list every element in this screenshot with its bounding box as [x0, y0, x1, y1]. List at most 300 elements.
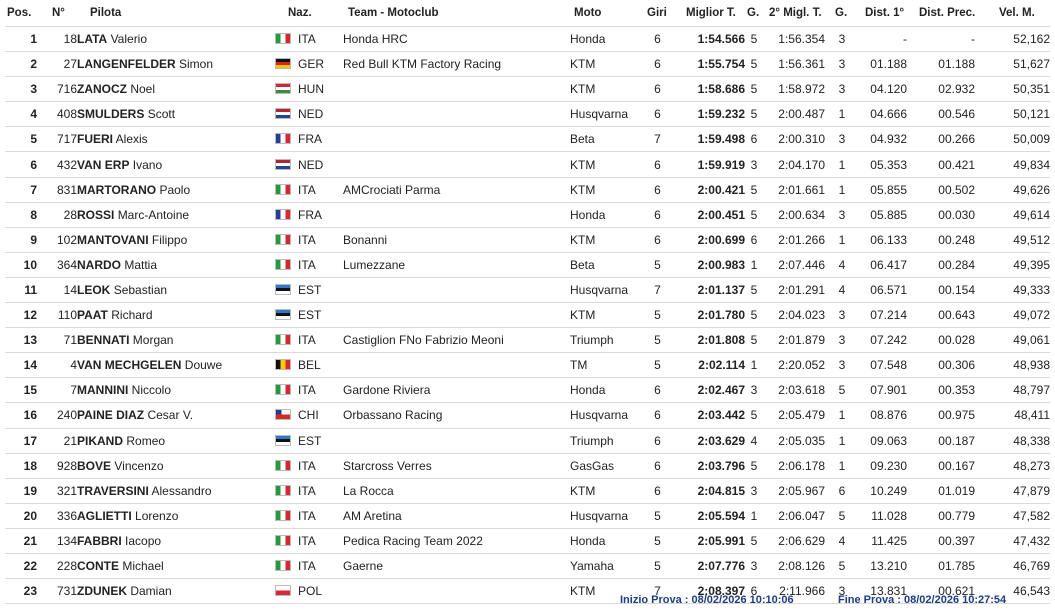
gap-to-first: 06.571: [853, 277, 917, 302]
best-lap-number: 5: [745, 277, 763, 302]
second-best-time: 1:56.361: [763, 52, 831, 77]
flag-icon: [275, 485, 291, 496]
rider-firstname: Romeo: [126, 433, 166, 448]
best-lap-number: 5: [745, 303, 763, 328]
average-speed: 47,582: [985, 503, 1050, 528]
rider-surname: FUERI: [77, 132, 113, 147]
average-speed: 50,121: [985, 102, 1050, 127]
average-speed: 49,333: [985, 277, 1050, 302]
table-row: [5, 478, 1050, 503]
rider-number: 14: [37, 277, 77, 302]
second-lap-number: 4: [831, 252, 853, 277]
best-lap-number: 3: [745, 478, 763, 503]
rider-surname: TRAVERSINI: [77, 483, 149, 498]
bike-brand: Husqvarna: [570, 403, 638, 428]
table-row: [5, 227, 1050, 252]
gap-to-first: 05.855: [853, 177, 917, 202]
second-best-time: 2:04.170: [763, 152, 831, 177]
laps: 6: [638, 52, 677, 77]
rider-firstname: Cesar V.: [147, 408, 194, 423]
table-row: [5, 303, 1050, 328]
rider-number: 18: [37, 27, 77, 52]
best-lap-number: 5: [745, 328, 763, 353]
team-name: [343, 353, 570, 378]
header-row: [5, 0, 1050, 27]
rider-firstname: Noel: [130, 82, 156, 97]
laps: 5: [638, 528, 677, 553]
best-lap-number: 6: [745, 127, 763, 152]
rider-number: 831: [37, 177, 77, 202]
second-lap-number: 1: [831, 177, 853, 202]
laps: 5: [638, 303, 677, 328]
flag-icon: [275, 409, 291, 420]
gap-to-first: 01.188: [853, 52, 917, 77]
flag-icon: [275, 535, 291, 546]
rider-name: [77, 277, 275, 302]
rider-number: 28: [37, 202, 77, 227]
second-lap-number: 3: [831, 303, 853, 328]
position: 2: [5, 52, 37, 77]
laps: 7: [638, 277, 677, 302]
second-lap-number: 3: [831, 202, 853, 227]
laps: 6: [638, 428, 677, 453]
bike-brand: Husqvarna: [570, 277, 638, 302]
rider-firstname: Valerio: [110, 32, 148, 47]
average-speed: 48,797: [985, 378, 1050, 403]
gap-to-previous: 00.284: [917, 252, 985, 277]
rider-firstname: Niccolo: [131, 383, 172, 398]
table-row: [5, 127, 1050, 152]
flag-icon: [275, 560, 291, 571]
rider-surname: LATA: [77, 32, 108, 47]
bike-brand: TM: [570, 353, 638, 378]
second-lap-number: 6: [831, 478, 853, 503]
laps: 5: [638, 328, 677, 353]
team-name: Starcross Verres: [343, 453, 570, 478]
nation-code: FRA: [298, 207, 322, 222]
header-gap-first: Dist. 1°: [865, 7, 905, 19]
gap-to-first: 06.133: [853, 227, 917, 252]
rider-surname: ROSSI: [77, 207, 115, 222]
rider-firstname: Marc-Antoine: [117, 207, 190, 222]
position: 4: [5, 102, 37, 127]
table-row: [5, 378, 1050, 403]
flag-icon: [275, 460, 291, 471]
laps: 5: [638, 503, 677, 528]
table-row: [5, 27, 1050, 52]
nation-cell: [275, 52, 343, 77]
second-lap-number: 3: [831, 27, 853, 52]
gap-to-previous: 00.397: [917, 528, 985, 553]
second-best-time: 1:56.354: [763, 27, 831, 52]
position: 6: [5, 152, 37, 177]
rider-firstname: Damian: [130, 584, 172, 599]
table-row: [5, 328, 1050, 353]
rider-name: [77, 378, 275, 403]
average-speed: 47,879: [985, 478, 1050, 503]
table-row: [5, 177, 1050, 202]
position: 22: [5, 553, 37, 578]
flag-icon: [275, 209, 291, 220]
header-best-time: Miglior T.: [686, 7, 736, 19]
rider-number: 240: [37, 403, 77, 428]
best-lap-number: 5: [745, 202, 763, 227]
rider-surname: BOVE: [77, 458, 112, 473]
rider-firstname: Lorenzo: [135, 508, 179, 523]
team-name: Pedica Racing Team 2022: [343, 528, 570, 553]
bike-brand: KTM: [570, 303, 638, 328]
header-best-lap: G.: [747, 7, 760, 19]
session-start: Inizio Prova : 08/02/2026 10:10:06: [620, 594, 794, 606]
rider-name: [77, 52, 275, 77]
laps: 5: [638, 553, 677, 578]
position: 8: [5, 202, 37, 227]
position: 5: [5, 127, 37, 152]
bike-brand: Triumph: [570, 328, 638, 353]
bike-brand: GasGas: [570, 453, 638, 478]
laps: 6: [638, 378, 677, 403]
nation-cell: [275, 102, 343, 127]
header-avg-speed: Vel. M.: [999, 7, 1035, 19]
nation-code: CHI: [298, 408, 319, 423]
rider-surname: MARTORANO: [77, 182, 157, 197]
nation-cell: [275, 378, 343, 403]
bike-brand: Honda: [570, 27, 638, 52]
best-time: 1:54.566: [677, 27, 745, 52]
rider-number: 336: [37, 503, 77, 528]
rider-number: 228: [37, 553, 77, 578]
second-lap-number: 1: [831, 102, 853, 127]
bike-brand: KTM: [570, 478, 638, 503]
nation-code: BEL: [298, 358, 321, 373]
rider-number: 102: [37, 227, 77, 252]
second-lap-number: 1: [831, 403, 853, 428]
flag-icon: [275, 510, 291, 521]
bike-brand: Husqvarna: [570, 503, 638, 528]
gap-to-previous: 01.019: [917, 478, 985, 503]
position: 17: [5, 428, 37, 453]
bike-brand: KTM: [570, 579, 638, 604]
best-time: 1:59.232: [677, 102, 745, 127]
rider-number: 408: [37, 102, 77, 127]
best-time: 1:59.498: [677, 127, 745, 152]
second-best-time: 2:11.966: [763, 579, 831, 604]
nation-cell: [275, 353, 343, 378]
rider-surname: BENNATI: [77, 333, 130, 348]
flag-icon: [275, 284, 291, 295]
nation-cell: [275, 503, 343, 528]
rider-name: [77, 403, 275, 428]
second-lap-number: 3: [831, 77, 853, 102]
second-best-time: 2:00.487: [763, 102, 831, 127]
rider-firstname: Ivano: [132, 157, 163, 172]
laps: 6: [638, 202, 677, 227]
table-row: [5, 277, 1050, 302]
position: 21: [5, 528, 37, 553]
rider-name: [77, 227, 275, 252]
gap-to-first: 04.120: [853, 77, 917, 102]
table-row: [5, 52, 1050, 77]
rider-name: [77, 428, 275, 453]
average-speed: 46,769: [985, 553, 1050, 578]
gap-to-first: 11.028: [853, 503, 917, 528]
team-name: AM Aretina: [343, 503, 570, 528]
best-time: 2:00.451: [677, 202, 745, 227]
nation-cell: [275, 403, 343, 428]
second-best-time: 2:05.479: [763, 403, 831, 428]
gap-to-first: -: [853, 27, 917, 52]
rider-firstname: Iacopo: [125, 533, 162, 548]
rider-number: 110: [37, 303, 77, 328]
team-name: Lumezzane: [343, 252, 570, 277]
gap-to-previous: 00.421: [917, 152, 985, 177]
rider-name: [77, 503, 275, 528]
best-time: 2:01.808: [677, 328, 745, 353]
rider-surname: AGLIETTI: [77, 508, 132, 523]
flag-icon: [275, 234, 291, 245]
laps: 6: [638, 177, 677, 202]
bike-brand: KTM: [570, 177, 638, 202]
rider-name: [77, 453, 275, 478]
second-best-time: 2:06.629: [763, 528, 831, 553]
nation-code: ITA: [298, 32, 316, 47]
rider-surname: PIKAND: [77, 433, 124, 448]
nation-code: EST: [298, 282, 322, 297]
best-lap-number: 5: [745, 528, 763, 553]
second-best-time: 2:00.310: [763, 127, 831, 152]
table-row: [5, 102, 1050, 127]
position: 10: [5, 252, 37, 277]
best-time: 2:00.699: [677, 227, 745, 252]
average-speed: 48,338: [985, 428, 1050, 453]
laps: 6: [638, 77, 677, 102]
rider-surname: ZANOCZ: [77, 82, 127, 97]
rider-firstname: Vincenzo: [114, 458, 164, 473]
second-best-time: 2:01.661: [763, 177, 831, 202]
header-nation: Naz.: [288, 7, 312, 19]
team-name: Castiglion FNo Fabrizio Meoni: [343, 328, 570, 353]
rider-name: [77, 303, 275, 328]
header-team: Team - Motoclub: [348, 7, 439, 19]
team-name: La Rocca: [343, 478, 570, 503]
rider-firstname: Alessandro: [151, 483, 212, 498]
rider-name: [77, 127, 275, 152]
flag-icon: [275, 359, 291, 370]
table-row: [5, 353, 1050, 378]
header-gap-prev: Dist. Prec.: [919, 7, 976, 19]
gap-to-first: 04.666: [853, 102, 917, 127]
nation-code: POL: [298, 584, 323, 599]
nation-code: ITA: [298, 182, 316, 197]
rider-surname: SMULDERS: [77, 107, 145, 122]
second-lap-number: 5: [831, 378, 853, 403]
team-name: Red Bull KTM Factory Racing: [343, 52, 570, 77]
gap-to-previous: 00.266: [917, 127, 985, 152]
best-time: 2:03.796: [677, 453, 745, 478]
nation-cell: [275, 127, 343, 152]
rider-firstname: Morgan: [132, 333, 174, 348]
position: 14: [5, 353, 37, 378]
laps: 6: [638, 152, 677, 177]
rider-surname: VAN ERP: [77, 157, 130, 172]
rider-firstname: Mattia: [124, 257, 158, 272]
table-row: [5, 428, 1050, 453]
second-lap-number: 1: [831, 152, 853, 177]
gap-to-previous: 00.154: [917, 277, 985, 302]
best-lap-number: 6: [745, 579, 763, 604]
gap-to-first: 11.425: [853, 528, 917, 553]
header-second-lap: G.: [835, 7, 848, 19]
laps: 6: [638, 403, 677, 428]
header-pos: Pos.: [7, 7, 32, 19]
nation-code: HUN: [298, 82, 324, 97]
rider-name: [77, 579, 275, 604]
rider-firstname: Sebastian: [113, 282, 168, 297]
best-lap-number: 1: [745, 353, 763, 378]
nation-cell: [275, 478, 343, 503]
best-time: 2:07.776: [677, 553, 745, 578]
rider-surname: ZDUNEK: [77, 584, 127, 599]
team-name: Honda HRC: [343, 27, 570, 52]
nation-cell: [275, 227, 343, 252]
table-row: [5, 553, 1050, 578]
laps: 5: [638, 353, 677, 378]
average-speed: 49,061: [985, 328, 1050, 353]
flag-icon: [275, 58, 291, 69]
team-name: Orbassano Racing: [343, 403, 570, 428]
gap-to-previous: 00.030: [917, 202, 985, 227]
second-best-time: 2:06.047: [763, 503, 831, 528]
team-name: [343, 77, 570, 102]
bike-brand: Beta: [570, 127, 638, 152]
rider-number: 7: [37, 378, 77, 403]
team-name: Bonanni: [343, 227, 570, 252]
best-lap-number: 1: [745, 503, 763, 528]
gap-to-previous: 02.932: [917, 77, 985, 102]
nation-code: ITA: [298, 533, 316, 548]
best-time: 1:55.754: [677, 52, 745, 77]
nation-code: ITA: [298, 559, 316, 574]
position: 7: [5, 177, 37, 202]
team-name: [343, 127, 570, 152]
nation-cell: [275, 202, 343, 227]
bike-brand: Honda: [570, 202, 638, 227]
average-speed: 49,395: [985, 252, 1050, 277]
table-row: [5, 202, 1050, 227]
laps: 6: [638, 227, 677, 252]
second-best-time: 2:05.967: [763, 478, 831, 503]
laps: 7: [638, 127, 677, 152]
rider-number: 716: [37, 77, 77, 102]
average-speed: 49,626: [985, 177, 1050, 202]
second-best-time: 2:08.126: [763, 553, 831, 578]
flag-icon: [275, 33, 291, 44]
best-lap-number: 5: [745, 403, 763, 428]
best-lap-number: 5: [745, 453, 763, 478]
position: 3: [5, 77, 37, 102]
gap-to-first: 09.063: [853, 428, 917, 453]
second-best-time: 2:05.035: [763, 428, 831, 453]
second-best-time: 2:20.052: [763, 353, 831, 378]
bike-brand: KTM: [570, 227, 638, 252]
nation-code: NED: [298, 157, 324, 172]
header-number: N°: [52, 7, 65, 19]
second-lap-number: 1: [831, 428, 853, 453]
table-row: [5, 77, 1050, 102]
best-time: 2:03.442: [677, 403, 745, 428]
second-lap-number: 5: [831, 503, 853, 528]
nation-code: ITA: [298, 333, 316, 348]
second-lap-number: 4: [831, 528, 853, 553]
bike-brand: KTM: [570, 77, 638, 102]
nation-code: EST: [298, 308, 322, 323]
rider-firstname: Scott: [147, 107, 176, 122]
rider-name: [77, 102, 275, 127]
nation-cell: [275, 27, 343, 52]
best-time: 2:08.397: [677, 579, 745, 604]
gap-to-first: 05.353: [853, 152, 917, 177]
rider-surname: VAN MECHGELEN: [77, 358, 182, 373]
average-speed: 48,938: [985, 353, 1050, 378]
second-lap-number: 1: [831, 453, 853, 478]
rider-firstname: Richard: [111, 308, 153, 323]
average-speed: 49,072: [985, 303, 1050, 328]
gap-to-previous: 00.353: [917, 378, 985, 403]
nation-code: ITA: [298, 458, 316, 473]
bike-brand: Triumph: [570, 428, 638, 453]
rider-firstname: Simon: [179, 57, 214, 72]
second-best-time: 2:01.266: [763, 227, 831, 252]
best-time: 2:03.629: [677, 428, 745, 453]
best-lap-number: 1: [745, 252, 763, 277]
rider-surname: NARDO: [77, 257, 121, 272]
gap-to-first: 07.242: [853, 328, 917, 353]
best-time: 2:00.421: [677, 177, 745, 202]
table-row: [5, 403, 1050, 428]
gap-to-previous: 00.187: [917, 428, 985, 453]
rider-surname: MANTOVANI: [77, 232, 149, 247]
gap-to-previous: 01.188: [917, 52, 985, 77]
bike-brand: Husqvarna: [570, 102, 638, 127]
average-speed: 49,614: [985, 202, 1050, 227]
rider-number: 134: [37, 528, 77, 553]
nation-cell: [275, 77, 343, 102]
rider-number: 71: [37, 328, 77, 353]
gap-to-previous: 00.306: [917, 353, 985, 378]
average-speed: 49,834: [985, 152, 1050, 177]
second-lap-number: 4: [831, 277, 853, 302]
rider-number: 27: [37, 52, 77, 77]
second-best-time: 2:03.618: [763, 378, 831, 403]
position: 13: [5, 328, 37, 353]
gap-to-first: 09.230: [853, 453, 917, 478]
rider-surname: PAAT: [77, 308, 108, 323]
position: 20: [5, 503, 37, 528]
rider-number: 364: [37, 252, 77, 277]
position: 16: [5, 403, 37, 428]
team-name: [343, 202, 570, 227]
bike-brand: Yamaha: [570, 553, 638, 578]
gap-to-previous: 00.643: [917, 303, 985, 328]
rider-name: [77, 353, 275, 378]
second-lap-number: 3: [831, 127, 853, 152]
rider-name: [77, 252, 275, 277]
rider-number: 321: [37, 478, 77, 503]
best-lap-number: 5: [745, 52, 763, 77]
rider-surname: CONTE: [77, 559, 119, 574]
average-speed: 52,162: [985, 27, 1050, 52]
laps: 6: [638, 27, 677, 52]
